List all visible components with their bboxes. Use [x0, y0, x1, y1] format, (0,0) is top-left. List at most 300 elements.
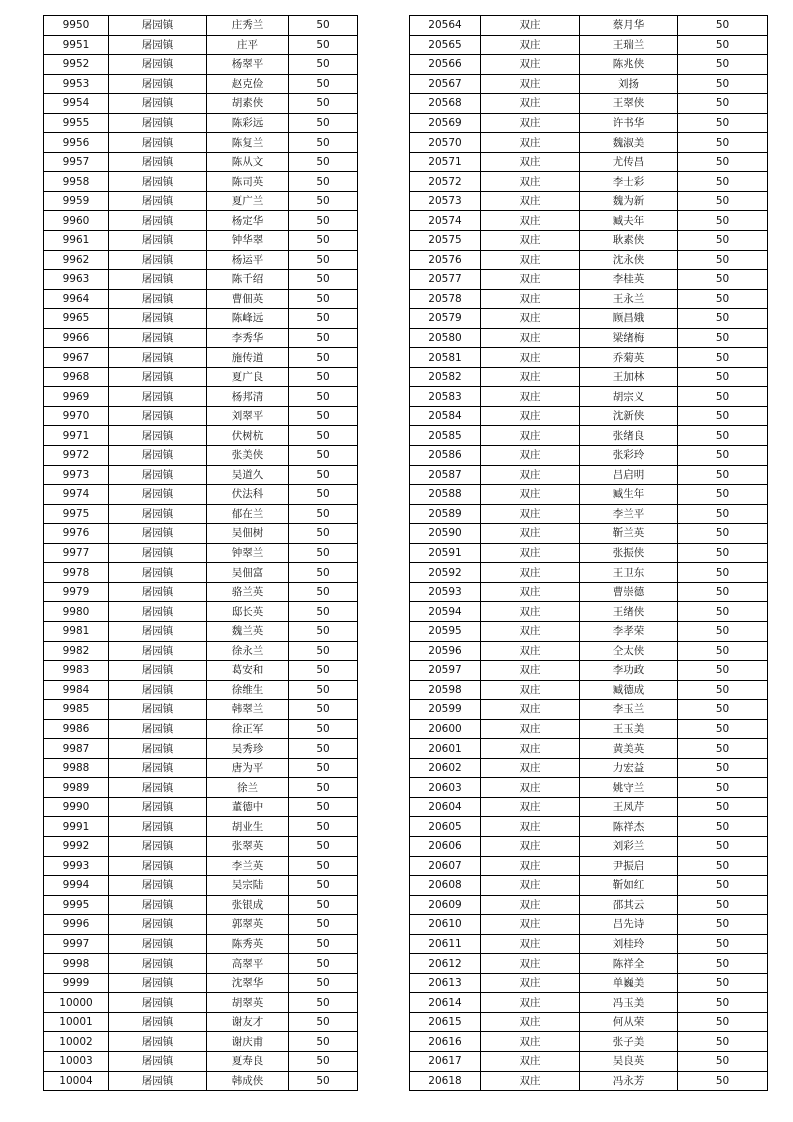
- row-number-cell: 20612: [410, 954, 481, 974]
- amount-cell: 50: [678, 231, 768, 251]
- row-number-cell: 9998: [44, 954, 109, 974]
- table-row: [410, 563, 768, 583]
- name-cell: 杨邦清: [207, 387, 289, 407]
- amount-cell: 50: [289, 993, 358, 1013]
- name-cell: 陈千绍: [207, 270, 289, 290]
- town-cell: 屠园镇: [109, 16, 207, 36]
- amount-cell: 50: [289, 367, 358, 387]
- name-cell: 胡业生: [207, 817, 289, 837]
- row-number-cell: 20578: [410, 289, 481, 309]
- amount-cell: 50: [289, 55, 358, 75]
- table-row: [410, 1032, 768, 1052]
- table-row: [44, 817, 358, 837]
- table-row: [410, 778, 768, 798]
- town-cell: 双庄: [481, 641, 580, 661]
- table-row: [44, 543, 358, 563]
- table-row: [44, 485, 358, 505]
- town-cell: 双庄: [481, 113, 580, 133]
- name-cell: 冯永芳: [580, 1071, 678, 1091]
- row-number-cell: 9971: [44, 426, 109, 446]
- table-row: [44, 94, 358, 114]
- table-row: [44, 954, 358, 974]
- name-cell: 徐兰: [207, 778, 289, 798]
- amount-cell: 50: [289, 504, 358, 524]
- town-cell: 双庄: [481, 778, 580, 798]
- row-number-cell: 9960: [44, 211, 109, 231]
- table-row: [410, 680, 768, 700]
- amount-cell: 50: [678, 856, 768, 876]
- town-cell: 双庄: [481, 1071, 580, 1091]
- town-cell: 屠园镇: [109, 680, 207, 700]
- row-number-cell: 20610: [410, 915, 481, 935]
- amount-cell: 50: [678, 16, 768, 36]
- table-row: [44, 876, 358, 896]
- table-row: [410, 172, 768, 192]
- name-cell: 何从荣: [580, 1012, 678, 1032]
- amount-cell: 50: [289, 231, 358, 251]
- amount-cell: 50: [289, 641, 358, 661]
- amount-cell: 50: [289, 191, 358, 211]
- town-cell: 屠园镇: [109, 602, 207, 622]
- table-row: [44, 270, 358, 290]
- row-number-cell: 9976: [44, 524, 109, 544]
- table-row: [44, 16, 358, 36]
- town-cell: 双庄: [481, 35, 580, 55]
- name-cell: 吕启明: [580, 465, 678, 485]
- amount-cell: 50: [678, 309, 768, 329]
- row-number-cell: 20618: [410, 1071, 481, 1091]
- name-cell: 刘扬: [580, 74, 678, 94]
- amount-cell: 50: [678, 152, 768, 172]
- name-cell: 吴宗陆: [207, 876, 289, 896]
- town-cell: 屠园镇: [109, 172, 207, 192]
- row-number-cell: 9954: [44, 94, 109, 114]
- name-cell: 邵其云: [580, 895, 678, 915]
- row-number-cell: 20606: [410, 836, 481, 856]
- row-number-cell: 20609: [410, 895, 481, 915]
- table-row: [44, 680, 358, 700]
- row-number-cell: 20591: [410, 543, 481, 563]
- town-cell: 屠园镇: [109, 641, 207, 661]
- table-row: [410, 954, 768, 974]
- amount-cell: 50: [289, 778, 358, 798]
- table-row: [44, 55, 358, 75]
- name-cell: 王绪侠: [580, 602, 678, 622]
- name-cell: 邸长英: [207, 602, 289, 622]
- table-row: [410, 309, 768, 329]
- table-row: [44, 250, 358, 270]
- amount-cell: 50: [289, 817, 358, 837]
- town-cell: 双庄: [481, 270, 580, 290]
- name-cell: 李士彩: [580, 172, 678, 192]
- town-cell: 双庄: [481, 367, 580, 387]
- amount-cell: 50: [289, 563, 358, 583]
- name-cell: 徐永兰: [207, 641, 289, 661]
- town-cell: 双庄: [481, 739, 580, 759]
- town-cell: 双庄: [481, 680, 580, 700]
- name-cell: 徐维生: [207, 680, 289, 700]
- table-row: [410, 1071, 768, 1091]
- table-row: [44, 504, 358, 524]
- table-row: [410, 16, 768, 36]
- name-cell: 姚守兰: [580, 778, 678, 798]
- town-cell: 屠园镇: [109, 211, 207, 231]
- town-cell: 屠园镇: [109, 856, 207, 876]
- row-number-cell: 20592: [410, 563, 481, 583]
- row-number-cell: 10001: [44, 1012, 109, 1032]
- table-row: [410, 250, 768, 270]
- row-number-cell: 20596: [410, 641, 481, 661]
- name-cell: 靳兰英: [580, 524, 678, 544]
- amount-cell: 50: [289, 485, 358, 505]
- table-row: [410, 876, 768, 896]
- town-cell: 屠园镇: [109, 543, 207, 563]
- amount-cell: 50: [678, 563, 768, 583]
- town-cell: 双庄: [481, 582, 580, 602]
- table-row: [44, 641, 358, 661]
- row-number-cell: 9963: [44, 270, 109, 290]
- name-cell: 夏广良: [207, 367, 289, 387]
- town-cell: 双庄: [481, 973, 580, 993]
- town-cell: 屠园镇: [109, 113, 207, 133]
- town-cell: 屠园镇: [109, 661, 207, 681]
- row-number-cell: 9950: [44, 16, 109, 36]
- name-cell: 陈复兰: [207, 133, 289, 153]
- row-number-cell: 9983: [44, 661, 109, 681]
- name-cell: 张翠英: [207, 836, 289, 856]
- table-row: [410, 55, 768, 75]
- row-number-cell: 9961: [44, 231, 109, 251]
- row-number-cell: 9965: [44, 309, 109, 329]
- amount-cell: 50: [289, 270, 358, 290]
- amount-cell: 50: [678, 993, 768, 1013]
- name-cell: 陈秀英: [207, 934, 289, 954]
- name-cell: 顾昌娥: [580, 309, 678, 329]
- amount-cell: 50: [289, 1051, 358, 1071]
- row-number-cell: 20583: [410, 387, 481, 407]
- amount-cell: 50: [289, 1012, 358, 1032]
- amount-cell: 50: [289, 797, 358, 817]
- row-number-cell: 20568: [410, 94, 481, 114]
- name-cell: 曹崇德: [580, 582, 678, 602]
- amount-cell: 50: [289, 719, 358, 739]
- amount-cell: 50: [678, 1051, 768, 1071]
- table-row: [410, 621, 768, 641]
- table-row: [44, 74, 358, 94]
- amount-cell: 50: [289, 758, 358, 778]
- amount-cell: 50: [678, 426, 768, 446]
- name-cell: 力宏益: [580, 758, 678, 778]
- table-row: [410, 993, 768, 1013]
- amount-cell: 50: [289, 543, 358, 563]
- amount-cell: 50: [289, 739, 358, 759]
- table-row: [44, 1032, 358, 1052]
- name-cell: 杨运平: [207, 250, 289, 270]
- name-cell: 徐正军: [207, 719, 289, 739]
- town-cell: 屠园镇: [109, 1032, 207, 1052]
- amount-cell: 50: [289, 152, 358, 172]
- row-number-cell: 20601: [410, 739, 481, 759]
- town-cell: 双庄: [481, 836, 580, 856]
- row-number-cell: 9967: [44, 348, 109, 368]
- row-number-cell: 20582: [410, 367, 481, 387]
- table-row: [44, 367, 358, 387]
- table-row: [410, 465, 768, 485]
- table-row: [410, 661, 768, 681]
- name-cell: 魏为新: [580, 191, 678, 211]
- amount-cell: 50: [289, 133, 358, 153]
- name-cell: 李孝荣: [580, 621, 678, 641]
- table-row: [44, 113, 358, 133]
- table-row: [410, 133, 768, 153]
- town-cell: 双庄: [481, 387, 580, 407]
- row-number-cell: 9992: [44, 836, 109, 856]
- name-cell: 臧生年: [580, 485, 678, 505]
- town-cell: 屠园镇: [109, 406, 207, 426]
- amount-cell: 50: [289, 1071, 358, 1091]
- town-cell: 双庄: [481, 485, 580, 505]
- name-cell: 胡宗义: [580, 387, 678, 407]
- amount-cell: 50: [678, 250, 768, 270]
- name-cell: 庄平: [207, 35, 289, 55]
- row-number-cell: 20611: [410, 934, 481, 954]
- name-cell: 李兰平: [580, 504, 678, 524]
- table-row: [410, 367, 768, 387]
- name-cell: 胡翠英: [207, 993, 289, 1013]
- town-cell: 双庄: [481, 211, 580, 231]
- name-cell: 王永兰: [580, 289, 678, 309]
- row-number-cell: 9957: [44, 152, 109, 172]
- name-cell: 钟翠兰: [207, 543, 289, 563]
- name-cell: 张银成: [207, 895, 289, 915]
- row-number-cell: 20600: [410, 719, 481, 739]
- row-number-cell: 20566: [410, 55, 481, 75]
- name-cell: 韩成侠: [207, 1071, 289, 1091]
- town-cell: 屠园镇: [109, 915, 207, 935]
- town-cell: 双庄: [481, 817, 580, 837]
- town-cell: 屠园镇: [109, 993, 207, 1013]
- town-cell: 屠园镇: [109, 1012, 207, 1032]
- town-cell: 屠园镇: [109, 35, 207, 55]
- amount-cell: 50: [289, 1032, 358, 1052]
- town-cell: 屠园镇: [109, 191, 207, 211]
- row-number-cell: 9970: [44, 406, 109, 426]
- table-row: [44, 856, 358, 876]
- table-row: [44, 211, 358, 231]
- town-cell: 双庄: [481, 797, 580, 817]
- row-number-cell: 20616: [410, 1032, 481, 1052]
- amount-cell: 50: [678, 387, 768, 407]
- table-row: [44, 524, 358, 544]
- row-number-cell: 9951: [44, 35, 109, 55]
- name-cell: 李功政: [580, 661, 678, 681]
- town-cell: 双庄: [481, 406, 580, 426]
- town-cell: 屠园镇: [109, 836, 207, 856]
- row-number-cell: 20597: [410, 661, 481, 681]
- row-number-cell: 20604: [410, 797, 481, 817]
- table-row: [410, 348, 768, 368]
- row-number-cell: 9999: [44, 973, 109, 993]
- table-row: [410, 231, 768, 251]
- table-row: [410, 504, 768, 524]
- table-row: [410, 895, 768, 915]
- town-cell: 屠园镇: [109, 621, 207, 641]
- town-cell: 屠园镇: [109, 231, 207, 251]
- right-roster-table: [409, 15, 768, 1091]
- town-cell: 屠园镇: [109, 954, 207, 974]
- amount-cell: 50: [289, 680, 358, 700]
- amount-cell: 50: [678, 113, 768, 133]
- name-cell: 沈新侠: [580, 406, 678, 426]
- table-row: [44, 602, 358, 622]
- amount-cell: 50: [289, 876, 358, 896]
- amount-cell: 50: [289, 934, 358, 954]
- table-row: [410, 406, 768, 426]
- town-cell: 双庄: [481, 328, 580, 348]
- town-cell: 双庄: [481, 231, 580, 251]
- table-row: [44, 661, 358, 681]
- amount-cell: 50: [678, 797, 768, 817]
- row-number-cell: 9984: [44, 680, 109, 700]
- amount-cell: 50: [289, 621, 358, 641]
- amount-cell: 50: [678, 836, 768, 856]
- row-number-cell: 9962: [44, 250, 109, 270]
- name-cell: 梁绪梅: [580, 328, 678, 348]
- name-cell: 钟华翠: [207, 231, 289, 251]
- town-cell: 双庄: [481, 446, 580, 466]
- town-cell: 双庄: [481, 621, 580, 641]
- table-row: [410, 817, 768, 837]
- row-number-cell: 20602: [410, 758, 481, 778]
- name-cell: 尹振启: [580, 856, 678, 876]
- name-cell: 魏兰英: [207, 621, 289, 641]
- town-cell: 屠园镇: [109, 778, 207, 798]
- row-number-cell: 20577: [410, 270, 481, 290]
- amount-cell: 50: [289, 446, 358, 466]
- town-cell: 双庄: [481, 133, 580, 153]
- amount-cell: 50: [678, 94, 768, 114]
- row-number-cell: 9997: [44, 934, 109, 954]
- name-cell: 吴良英: [580, 1051, 678, 1071]
- row-number-cell: 20599: [410, 700, 481, 720]
- town-cell: 屠园镇: [109, 465, 207, 485]
- row-number-cell: 20593: [410, 582, 481, 602]
- amount-cell: 50: [289, 250, 358, 270]
- town-cell: 屠园镇: [109, 582, 207, 602]
- name-cell: 王翠侠: [580, 94, 678, 114]
- amount-cell: 50: [678, 758, 768, 778]
- town-cell: 双庄: [481, 563, 580, 583]
- amount-cell: 50: [289, 387, 358, 407]
- town-cell: 双庄: [481, 74, 580, 94]
- row-number-cell: 9980: [44, 602, 109, 622]
- amount-cell: 50: [678, 641, 768, 661]
- town-cell: 双庄: [481, 152, 580, 172]
- town-cell: 屠园镇: [109, 700, 207, 720]
- town-cell: 屠园镇: [109, 152, 207, 172]
- town-cell: 双庄: [481, 1012, 580, 1032]
- row-number-cell: 20564: [410, 16, 481, 36]
- town-cell: 双庄: [481, 719, 580, 739]
- row-number-cell: 9982: [44, 641, 109, 661]
- town-cell: 双庄: [481, 172, 580, 192]
- town-cell: 屠园镇: [109, 446, 207, 466]
- name-cell: 赵克俭: [207, 74, 289, 94]
- amount-cell: 50: [678, 485, 768, 505]
- row-number-cell: 9966: [44, 328, 109, 348]
- amount-cell: 50: [678, 680, 768, 700]
- name-cell: 伏树杭: [207, 426, 289, 446]
- row-number-cell: 9955: [44, 113, 109, 133]
- amount-cell: 50: [678, 191, 768, 211]
- name-cell: 魏淑美: [580, 133, 678, 153]
- town-cell: 双庄: [481, 524, 580, 544]
- amount-cell: 50: [678, 406, 768, 426]
- amount-cell: 50: [678, 915, 768, 935]
- amount-cell: 50: [678, 270, 768, 290]
- name-cell: 王卫东: [580, 563, 678, 583]
- town-cell: 双庄: [481, 954, 580, 974]
- town-cell: 双庄: [481, 250, 580, 270]
- amount-cell: 50: [289, 74, 358, 94]
- town-cell: 屠园镇: [109, 387, 207, 407]
- row-number-cell: 20615: [410, 1012, 481, 1032]
- row-number-cell: 9993: [44, 856, 109, 876]
- amount-cell: 50: [678, 934, 768, 954]
- town-cell: 屠园镇: [109, 758, 207, 778]
- row-number-cell: 9987: [44, 739, 109, 759]
- amount-cell: 50: [289, 94, 358, 114]
- amount-cell: 50: [289, 836, 358, 856]
- row-number-cell: 9996: [44, 915, 109, 935]
- row-number-cell: 20590: [410, 524, 481, 544]
- row-number-cell: 20587: [410, 465, 481, 485]
- amount-cell: 50: [678, 973, 768, 993]
- name-cell: 李玉兰: [580, 700, 678, 720]
- town-cell: 双庄: [481, 993, 580, 1013]
- amount-cell: 50: [289, 582, 358, 602]
- amount-cell: 50: [678, 543, 768, 563]
- table-row: [410, 74, 768, 94]
- table-row: [44, 289, 358, 309]
- amount-cell: 50: [289, 895, 358, 915]
- amount-cell: 50: [289, 35, 358, 55]
- amount-cell: 50: [678, 954, 768, 974]
- town-cell: 屠园镇: [109, 504, 207, 524]
- table-row: [410, 485, 768, 505]
- name-cell: 曹佃英: [207, 289, 289, 309]
- amount-cell: 50: [678, 74, 768, 94]
- table-row: [410, 289, 768, 309]
- table-row: [44, 465, 358, 485]
- table-row: [44, 406, 358, 426]
- table-row: [44, 35, 358, 55]
- table-row: [410, 446, 768, 466]
- table-row: [410, 758, 768, 778]
- row-number-cell: 20567: [410, 74, 481, 94]
- table-row: [44, 739, 358, 759]
- name-cell: 刘彩兰: [580, 836, 678, 856]
- table-row: [410, 524, 768, 544]
- name-cell: 王瑞兰: [580, 35, 678, 55]
- town-cell: 屠园镇: [109, 133, 207, 153]
- row-number-cell: 20571: [410, 152, 481, 172]
- name-cell: 陈彩远: [207, 113, 289, 133]
- amount-cell: 50: [678, 446, 768, 466]
- town-cell: 双庄: [481, 94, 580, 114]
- table-row: [410, 1051, 768, 1071]
- town-cell: 双庄: [481, 348, 580, 368]
